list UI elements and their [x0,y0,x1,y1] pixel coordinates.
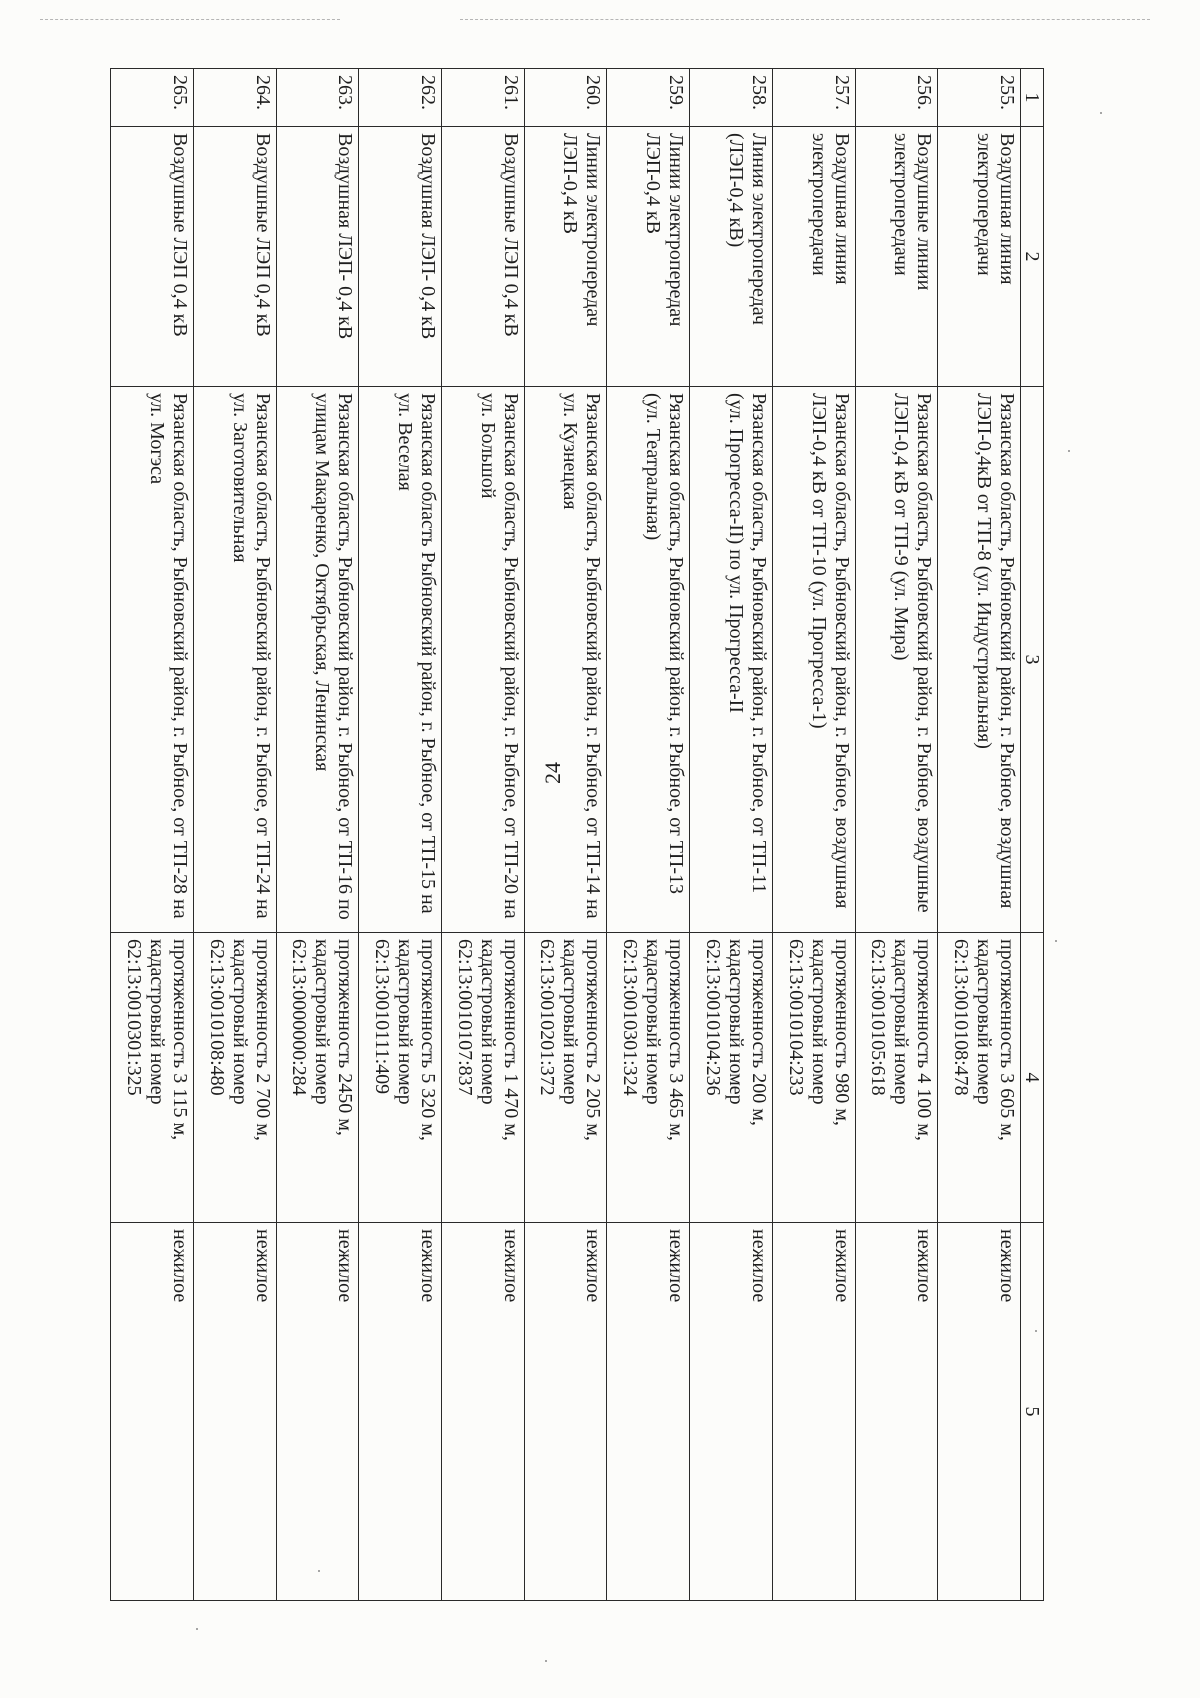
parameters-cell: протяженность 3 605 м, кадастровый номер 62:13:0010108:478 [938,933,1021,1223]
column-header-2: 2 [1021,127,1044,387]
purpose-cell: нежилое [607,1223,690,1601]
parameters-cell: протяженность 1 470 м, кадастровый номер 62:13:0010107:837 [441,933,524,1223]
address-cell: Рязанская область, Рыбновский район, г. Рыбное, от ТП-16 по улицам Макаренко, Октябрьская, Ленинская [276,387,359,933]
table-row [855,69,938,1601]
object-name-cell: Воздушные ЛЭП 0,4 кВ [441,127,524,387]
address-cell: Рязанская область Рыбновский район, г. Рыбное, от ТП-15 на ул. Веселая [359,387,442,933]
object-name-cell: Линия электропередач (ЛЭП-0,4 кВ) [690,127,773,387]
object-name-cell: Линии электропередач ЛЭП-0,4 кВ [607,127,690,387]
purpose-cell: нежилое [441,1223,524,1601]
parameters-cell: протяженность 3 115 м, кадастровый номер 62:13:0010301:325 [111,933,194,1223]
object-name-cell: Воздушная линия электропередачи [772,127,855,387]
parameters-cell: протяженность 200 м, кадастровый номер 62:13:0010104:236 [690,933,773,1223]
object-name-cell: Воздушные линии электропередачи [855,127,938,387]
parameters-cell: протяженность 980 м, кадастровый номер 62:13:0010104:233 [772,933,855,1223]
address-cell: Рязанская область, Рыбновский район, г. Рыбное, воздушные ЛЭП-0,4 кВ от ТП-9 (ул. Мира) [855,387,938,933]
parameters-cell: протяженность 2 700 м, кадастровый номер 62:13:0010108:480 [193,933,276,1223]
column-header-3: 3 [1021,387,1044,933]
table-row [111,69,194,1601]
address-cell: Рязанская область, Рыбновский район, г. Рыбное, от ТП-14 на ул. Кузнецкая [524,387,607,933]
table-row [193,69,276,1601]
row-number-cell: 258. [690,69,773,127]
parameters-cell: протяженность 4 100 м, кадастровый номер 62:13:0010105:618 [855,933,938,1223]
purpose-cell: нежилое [690,1223,773,1601]
address-cell: Рязанская область, Рыбновский район, г. Рыбное, от ТП-28 на ул. Могэса [111,387,194,933]
scan-speck [1100,112,1102,114]
address-cell: Рязанская область, Рыбновский район, г. Рыбное, от ТП-24 на ул. Заготовительная [193,387,276,933]
address-cell: Рязанская область, Рыбновский район, г. Рыбное, от ТП-13 (ул. Театральная) [607,387,690,933]
scan-speck [196,1628,198,1630]
object-name-cell: Воздушные ЛЭП 0,4 кВ [111,127,194,387]
purpose-cell: нежилое [111,1223,194,1601]
purpose-cell: нежилое [524,1223,607,1601]
row-number-cell: 265. [111,69,194,127]
object-name-cell: Линии электропередач ЛЭП-0,4 кВ [524,127,607,387]
table-row [524,69,607,1601]
address-cell: Рязанская область, Рыбновский район, г. Рыбное, воздушная ЛЭП-0,4кВ от ТП-8 (ул. Индустриальная) [938,387,1021,933]
registry-table [110,68,1044,1601]
object-name-cell: Воздушная ЛЭП- 0,4 кВ [276,127,359,387]
parameters-cell: протяженность 3 465 м, кадастровый номер 62:13:0010301:324 [607,933,690,1223]
object-name-cell: Воздушная ЛЭП- 0,4 кВ [359,127,442,387]
address-cell: Рязанская область, Рыбновский район, г. Рыбное, воздушная ЛЭП-0,4 кВ от ТП-10 (ул. Прогресса-1) [772,387,855,933]
table-row [441,69,524,1601]
purpose-cell: нежилое [938,1223,1021,1601]
purpose-cell: нежилое [359,1223,442,1601]
column-header-4: 4 [1021,933,1044,1223]
table-header-row [1021,69,1044,1601]
row-number-cell: 255. [938,69,1021,127]
scan-artifact-line [460,19,1150,20]
row-number-cell: 256. [855,69,938,127]
parameters-cell: протяженность 2450 м, кадастровый номер 62:13:0000000:284 [276,933,359,1223]
row-number-cell: 257. [772,69,855,127]
purpose-cell: нежилое [855,1223,938,1601]
row-number-cell: 261. [441,69,524,127]
rotated-table-wrapper [110,68,1044,1600]
page-number: 24 [540,762,565,784]
address-cell: Рязанская область, Рыбновский район, г. Рыбное, от ТП-20 на ул. Большой [441,387,524,933]
table-row [938,69,1021,1601]
row-number-cell: 264. [193,69,276,127]
object-name-cell: Воздушная линия электропередачи [938,127,1021,387]
table-row [607,69,690,1601]
table-row [772,69,855,1601]
purpose-cell: нежилое [193,1223,276,1601]
address-cell: Рязанская область, Рыбновский район, г. Рыбное, от ТП-11 (ул. Прогресса-II) по ул. Прогресса-II [690,387,773,933]
scan-speck [1055,940,1057,942]
table-row [690,69,773,1601]
row-number-cell: 262. [359,69,442,127]
scan-artifact-line [40,19,340,20]
column-header-5: 5 [1021,1223,1044,1601]
row-number-cell: 260. [524,69,607,127]
purpose-cell: нежилое [772,1223,855,1601]
scan-speck [1068,450,1070,452]
scan-speck [545,1660,547,1662]
purpose-cell: нежилое [276,1223,359,1601]
table-row [359,69,442,1601]
parameters-cell: протяженность 2 205 м, кадастровый номер 62:13:0010201:372 [524,933,607,1223]
row-number-cell: 263. [276,69,359,127]
table-row [276,69,359,1601]
row-number-cell: 259. [607,69,690,127]
column-header-1: 1 [1021,69,1044,127]
parameters-cell: протяженность 5 320 м, кадастровый номер 62:13:0010111:409 [359,933,442,1223]
object-name-cell: Воздушные ЛЭП 0,4 кВ [193,127,276,387]
